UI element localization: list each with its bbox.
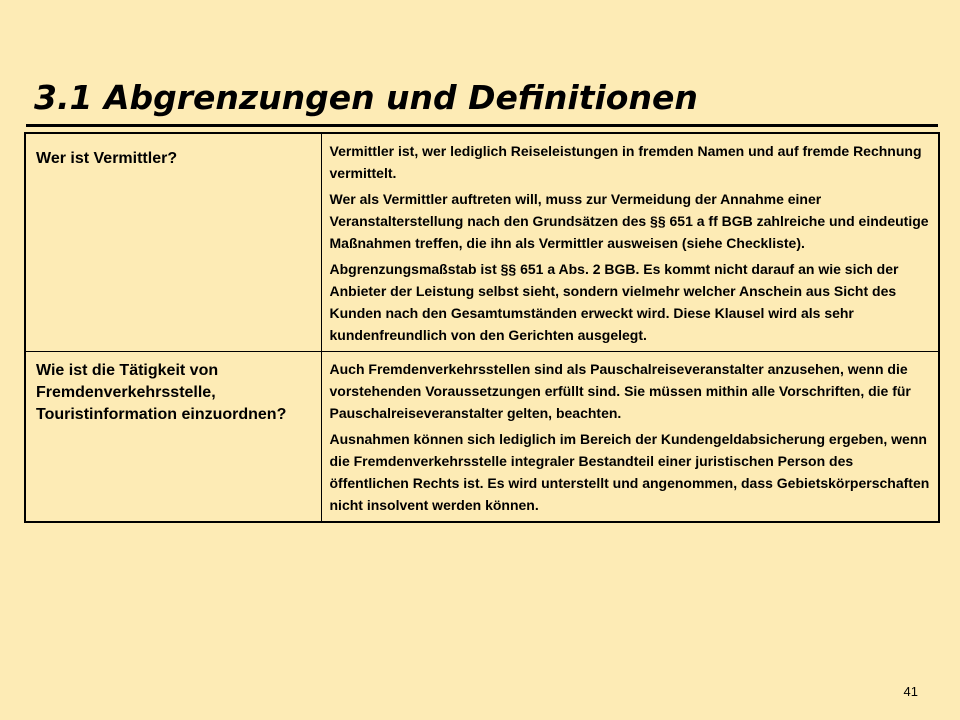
question-cell: Wie ist die Tätigkeit von Fremdenverkehrsstelle, Touristinformation einzuordnen? (25, 352, 321, 523)
answer-paragraph: Ausnahmen können sich lediglich im Bereich der Kundengeldabsicherung ergeben, wenn die Fremdenverkehrsstelle integraler Bestandteil einer juristischen Person des öffentlichen Rechts ist. Es wird unterstellt und angenommen, dass Gebietskörperschaften nicht insolvent werden können. (329, 431, 930, 513)
question-cell: Wer ist Vermittler? (25, 133, 321, 352)
title-underline (26, 124, 938, 127)
answer-paragraph: Vermittler ist, wer lediglich Reiseleistungen in fremden Namen und auf fremde Rechnung vermittelt. (329, 143, 922, 181)
page-number: 41 (903, 684, 918, 699)
table-row (25, 133, 939, 352)
answer-cell (321, 352, 939, 523)
answer-paragraph: Auch Fremdenverkehrsstellen sind als Pauschalreiseveranstalter anzusehen, wenn die vorstehenden Voraussetzungen erfüllt sind. Sie müssen mithin alle Vorschriften, die für Pauschalreiseveranstalter gelten, beachten. (329, 361, 911, 421)
slide-title: 3.1 Abgrenzungen und Definitionen (34, 78, 698, 117)
answer-paragraph: Wer als Vermittler auftreten will, muss zur Vermeidung der Annahme einer Veranstalterstellung nach den Grundsätzen des §§ 651 a ff BGB zahlreiche und eindeutige Maßnahmen treffen, die ihn als Vermittler ausweisen (siehe Checkliste). (329, 191, 929, 251)
answer-cell (321, 133, 939, 352)
table-row (25, 352, 939, 523)
answer-paragraph: Abgrenzungsmaßstab ist §§ 651 a Abs. 2 BGB. Es kommt nicht darauf an wie sich der Anbieter der Leistung selbst sieht, sondern vielmehr welcher Anschein aus Sicht des Kunden nach den Gesamtumständen erweckt wird. Diese Klausel wird als sehr kundenfreundlich von den Gerichten ausgelegt. (329, 261, 899, 343)
definitions-table (24, 132, 940, 523)
